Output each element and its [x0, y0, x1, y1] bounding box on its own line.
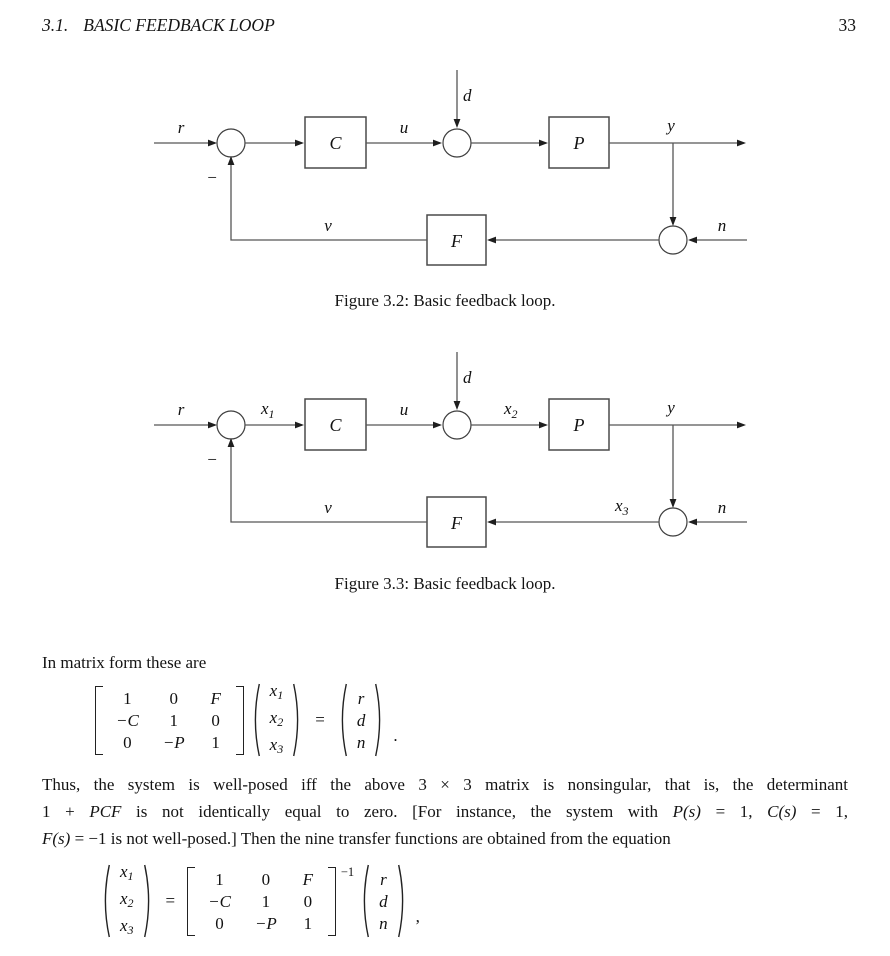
- matrix-cell: 1: [123, 688, 132, 708]
- matrix-cell: 0: [169, 688, 178, 708]
- label-minus: −: [206, 450, 218, 469]
- figure-3-3-caption: Figure 3.3: Basic feedback loop.: [334, 574, 556, 593]
- vector-cell: d: [356, 710, 366, 730]
- section-number: 3.1.: [42, 15, 69, 35]
- left-paren-icon: [249, 681, 261, 759]
- arrowhead: [487, 519, 496, 526]
- var-sub: 1: [277, 688, 284, 702]
- text-run: = 1,: [796, 802, 848, 821]
- paragraph-line: [42, 825, 848, 852]
- matrix-cell: 1: [261, 891, 271, 911]
- vector-cell: n: [379, 913, 388, 933]
- left-paren-icon: [99, 862, 111, 940]
- label-u: u: [399, 400, 409, 419]
- vector-column: [370, 871, 397, 932]
- matrix-cell: 1: [211, 732, 220, 752]
- label-r: r: [177, 400, 185, 419]
- body-paragraph: [42, 771, 848, 852]
- page-number: 33: [838, 15, 856, 35]
- arrowhead: [670, 217, 677, 226]
- summing-junction-error: [217, 129, 245, 157]
- arrowhead: [295, 140, 304, 147]
- section-title: BASIC FEEDBACK LOOP: [83, 15, 275, 35]
- right-paren-icon: [397, 862, 409, 940]
- var-sub: 2: [127, 896, 134, 910]
- right-paren-icon: [374, 681, 386, 759]
- math-run: PCF: [89, 802, 122, 821]
- paragraph-line: [42, 798, 848, 825]
- arrowhead: [208, 140, 217, 147]
- block-controller-label: C: [329, 133, 342, 153]
- matrix-cell: −P: [254, 913, 277, 933]
- figure-3-2-caption: Figure 3.2: Basic feedback loop.: [334, 291, 556, 310]
- equation-transfer-functions: [97, 862, 420, 940]
- vector-cell: r: [357, 688, 365, 708]
- vector-column: [111, 863, 143, 939]
- var-base: x: [120, 862, 128, 881]
- label-x1-base: x: [261, 399, 269, 418]
- label-n: n: [717, 498, 727, 517]
- label-x2: [503, 399, 518, 421]
- matrix-cell: 0: [215, 913, 224, 933]
- state-vector: [249, 681, 305, 759]
- matrix-cell: 1: [215, 869, 224, 889]
- arrowhead: [433, 422, 442, 429]
- var-base: x: [120, 889, 128, 908]
- vector-cell: r: [380, 869, 387, 889]
- vector-cell: [270, 682, 284, 704]
- arrowhead: [208, 422, 217, 429]
- matrix-cell: −P: [162, 732, 185, 752]
- matrix-cell: 1: [303, 913, 313, 933]
- equation-period: .: [393, 726, 398, 745]
- label-n: n: [717, 216, 727, 235]
- vector-cell: [270, 709, 284, 731]
- arrowhead: [670, 499, 677, 508]
- vector-column: [348, 690, 375, 751]
- arrowhead: [433, 140, 442, 147]
- label-x3-sub: 3: [622, 504, 629, 518]
- block-plant-label: P: [573, 415, 585, 435]
- arrowhead: [688, 519, 697, 526]
- label-r: r: [177, 118, 185, 137]
- state-vector: [99, 862, 155, 940]
- input-vector: [358, 862, 409, 940]
- arrowhead: [454, 119, 461, 128]
- block-feedback-label: F: [451, 513, 462, 533]
- equals-sign: =: [315, 710, 325, 729]
- left-bracket: [95, 686, 103, 755]
- arrowhead: [454, 401, 461, 410]
- vector-cell: [120, 863, 134, 885]
- vector-cell: [120, 917, 134, 939]
- matrix-cell: 0: [303, 891, 313, 911]
- var-sub: 3: [127, 923, 134, 937]
- label-d: d: [463, 86, 472, 105]
- summing-junction-disturbance: [443, 129, 471, 157]
- matrix-grid: [103, 686, 236, 755]
- matrix-cell: 0: [123, 732, 132, 752]
- label-y: y: [667, 398, 675, 417]
- right-bracket: [236, 686, 244, 755]
- block-plant-label: P: [573, 133, 585, 153]
- summing-junction-disturbance: [443, 411, 471, 439]
- text-run: = −1 is not well-posed.] Then the nine transfer functions are obtained from the equation: [70, 829, 671, 848]
- label-x2-sub: 2: [511, 407, 518, 421]
- var-base: x: [269, 735, 278, 754]
- figure-3-3-diagram: [154, 352, 747, 547]
- vector-column: [261, 682, 293, 758]
- label-x1: [260, 399, 275, 421]
- label-v: v: [324, 216, 332, 235]
- text-run: is not identically equal to zero. [For instance, the system with: [121, 802, 673, 821]
- matrix-cell: 0: [261, 869, 271, 889]
- summing-junction-error: [217, 411, 245, 439]
- arrowhead: [295, 422, 304, 429]
- label-x1-sub: 1: [268, 407, 275, 421]
- vector-cell: [270, 736, 284, 758]
- math-run: F(s): [42, 829, 71, 848]
- equation-matrix-form: [92, 681, 398, 759]
- summing-junction-noise: [659, 508, 687, 536]
- var-sub: 2: [277, 715, 284, 729]
- var-sub: 3: [277, 742, 284, 756]
- label-y: y: [667, 116, 675, 135]
- arrowhead: [539, 140, 548, 147]
- arrowhead: [487, 237, 496, 244]
- summing-junction-noise: [659, 226, 687, 254]
- vector-cell: n: [356, 732, 366, 752]
- label-x3: [614, 496, 629, 518]
- matrix-cell: −C: [208, 891, 231, 911]
- arrowhead: [539, 422, 548, 429]
- var-sub: 1: [127, 869, 134, 883]
- var-base: x: [120, 916, 128, 935]
- label-x3-base: x: [615, 496, 623, 515]
- matrix-grid: [195, 867, 328, 936]
- intro-text: In matrix form these are: [42, 653, 207, 672]
- label-x2-base: x: [504, 399, 512, 418]
- right-paren-icon: [292, 681, 304, 759]
- arrowhead: [737, 422, 746, 429]
- vector-cell: [120, 890, 134, 912]
- input-vector: [336, 681, 387, 759]
- figure-3-2-diagram: [154, 70, 747, 265]
- coefficient-matrix: [187, 867, 336, 936]
- vector-cell: d: [379, 891, 388, 911]
- inverse-exponent: −1: [340, 865, 355, 879]
- equation-comma: ,: [415, 907, 420, 926]
- var-base: x: [269, 681, 278, 700]
- label-d: d: [463, 368, 472, 387]
- var-base: x: [269, 708, 278, 727]
- matrix-cell: 1: [169, 710, 178, 730]
- matrix-cell: −C: [116, 710, 139, 730]
- paragraph-line: [42, 771, 848, 798]
- right-bracket: [328, 867, 336, 936]
- block-feedback-label: F: [451, 231, 462, 251]
- text-run: 1 +: [42, 802, 90, 821]
- arrowhead: [737, 140, 746, 147]
- equals-sign: =: [165, 891, 176, 910]
- left-bracket: [187, 867, 195, 936]
- label-minus: −: [206, 168, 218, 187]
- math-run: P(s): [672, 802, 701, 821]
- label-u: u: [399, 118, 409, 137]
- label-v: v: [324, 498, 332, 517]
- matrix-cell: F: [302, 869, 313, 889]
- left-paren-icon: [358, 862, 370, 940]
- coefficient-matrix: [95, 686, 244, 755]
- matrix-cell: F: [210, 688, 221, 708]
- matrix-cell: 0: [211, 710, 220, 730]
- text-run: Thus, the system is well-posed iff the above 3 × 3 matrix is nonsingular, that is, the determinant: [42, 775, 848, 794]
- right-paren-icon: [143, 862, 155, 940]
- block-controller-label: C: [329, 415, 342, 435]
- math-run: C(s): [767, 802, 797, 821]
- left-paren-icon: [336, 681, 348, 759]
- arrowhead: [688, 237, 697, 244]
- text-run: = 1,: [700, 802, 768, 821]
